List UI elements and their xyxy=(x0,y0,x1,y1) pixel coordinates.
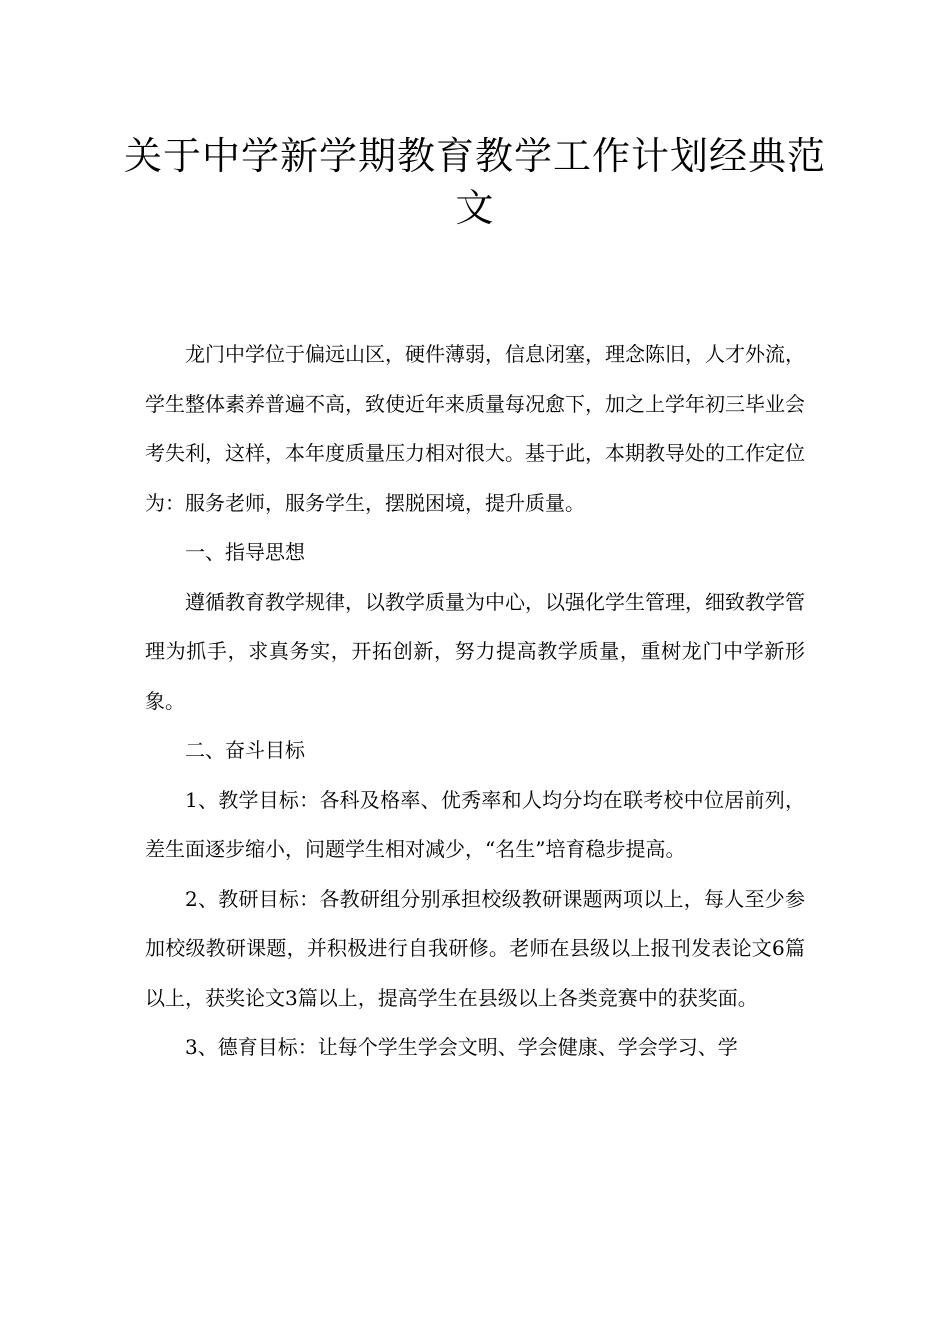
heading-goals: 二、奋斗目标 xyxy=(185,738,305,762)
document-body xyxy=(145,330,805,1073)
paragraph-intro: 龙门中学位于偏远山区，硬件薄弱，信息闭塞，理念陈旧，人才外流，学生整体素养普遍不高，致使近年来质量每况愈下，加之上学年初三毕业会考失利，这样，本年度质量压力相对很大。基于此，本期教导处的工作定位为：服务老师，服务学生，摆脱困境，提升质量。 xyxy=(145,342,805,515)
document-title: 关于中学新学期教育教学工作计划经典范文 xyxy=(123,134,826,230)
heading-guiding-ideology: 一、指导思想 xyxy=(185,540,305,564)
paragraph-moral-goal: 3、德育目标：让每个学生学会文明、学会健康、学会学习、学 xyxy=(185,1035,738,1059)
paragraph-guiding-ideology: 遵循教育教学规律，以教学质量为中心，以强化学生管理，细致教学管理为抓手，求真务实，开拓创新，努力提高教学质量，重树龙门中学新形象。 xyxy=(145,589,805,713)
paragraph-teaching-goal: 1、教学目标：各科及格率、优秀率和人均分均在联考校中位居前列，差生面逐步缩小，问题学生相对减少，“名生”培育稳步提高。 xyxy=(145,787,805,861)
paragraph-research-goal: 2、教研目标：各教研组分别承担校级教研课题两项以上，每人至少参加校级教研课题，并积极进行自我研修。老师在县级以上报刊发表论文6篇以上，获奖论文3篇以上，提高学生在县级以上各类竞赛中的获奖面。 xyxy=(145,886,805,1010)
